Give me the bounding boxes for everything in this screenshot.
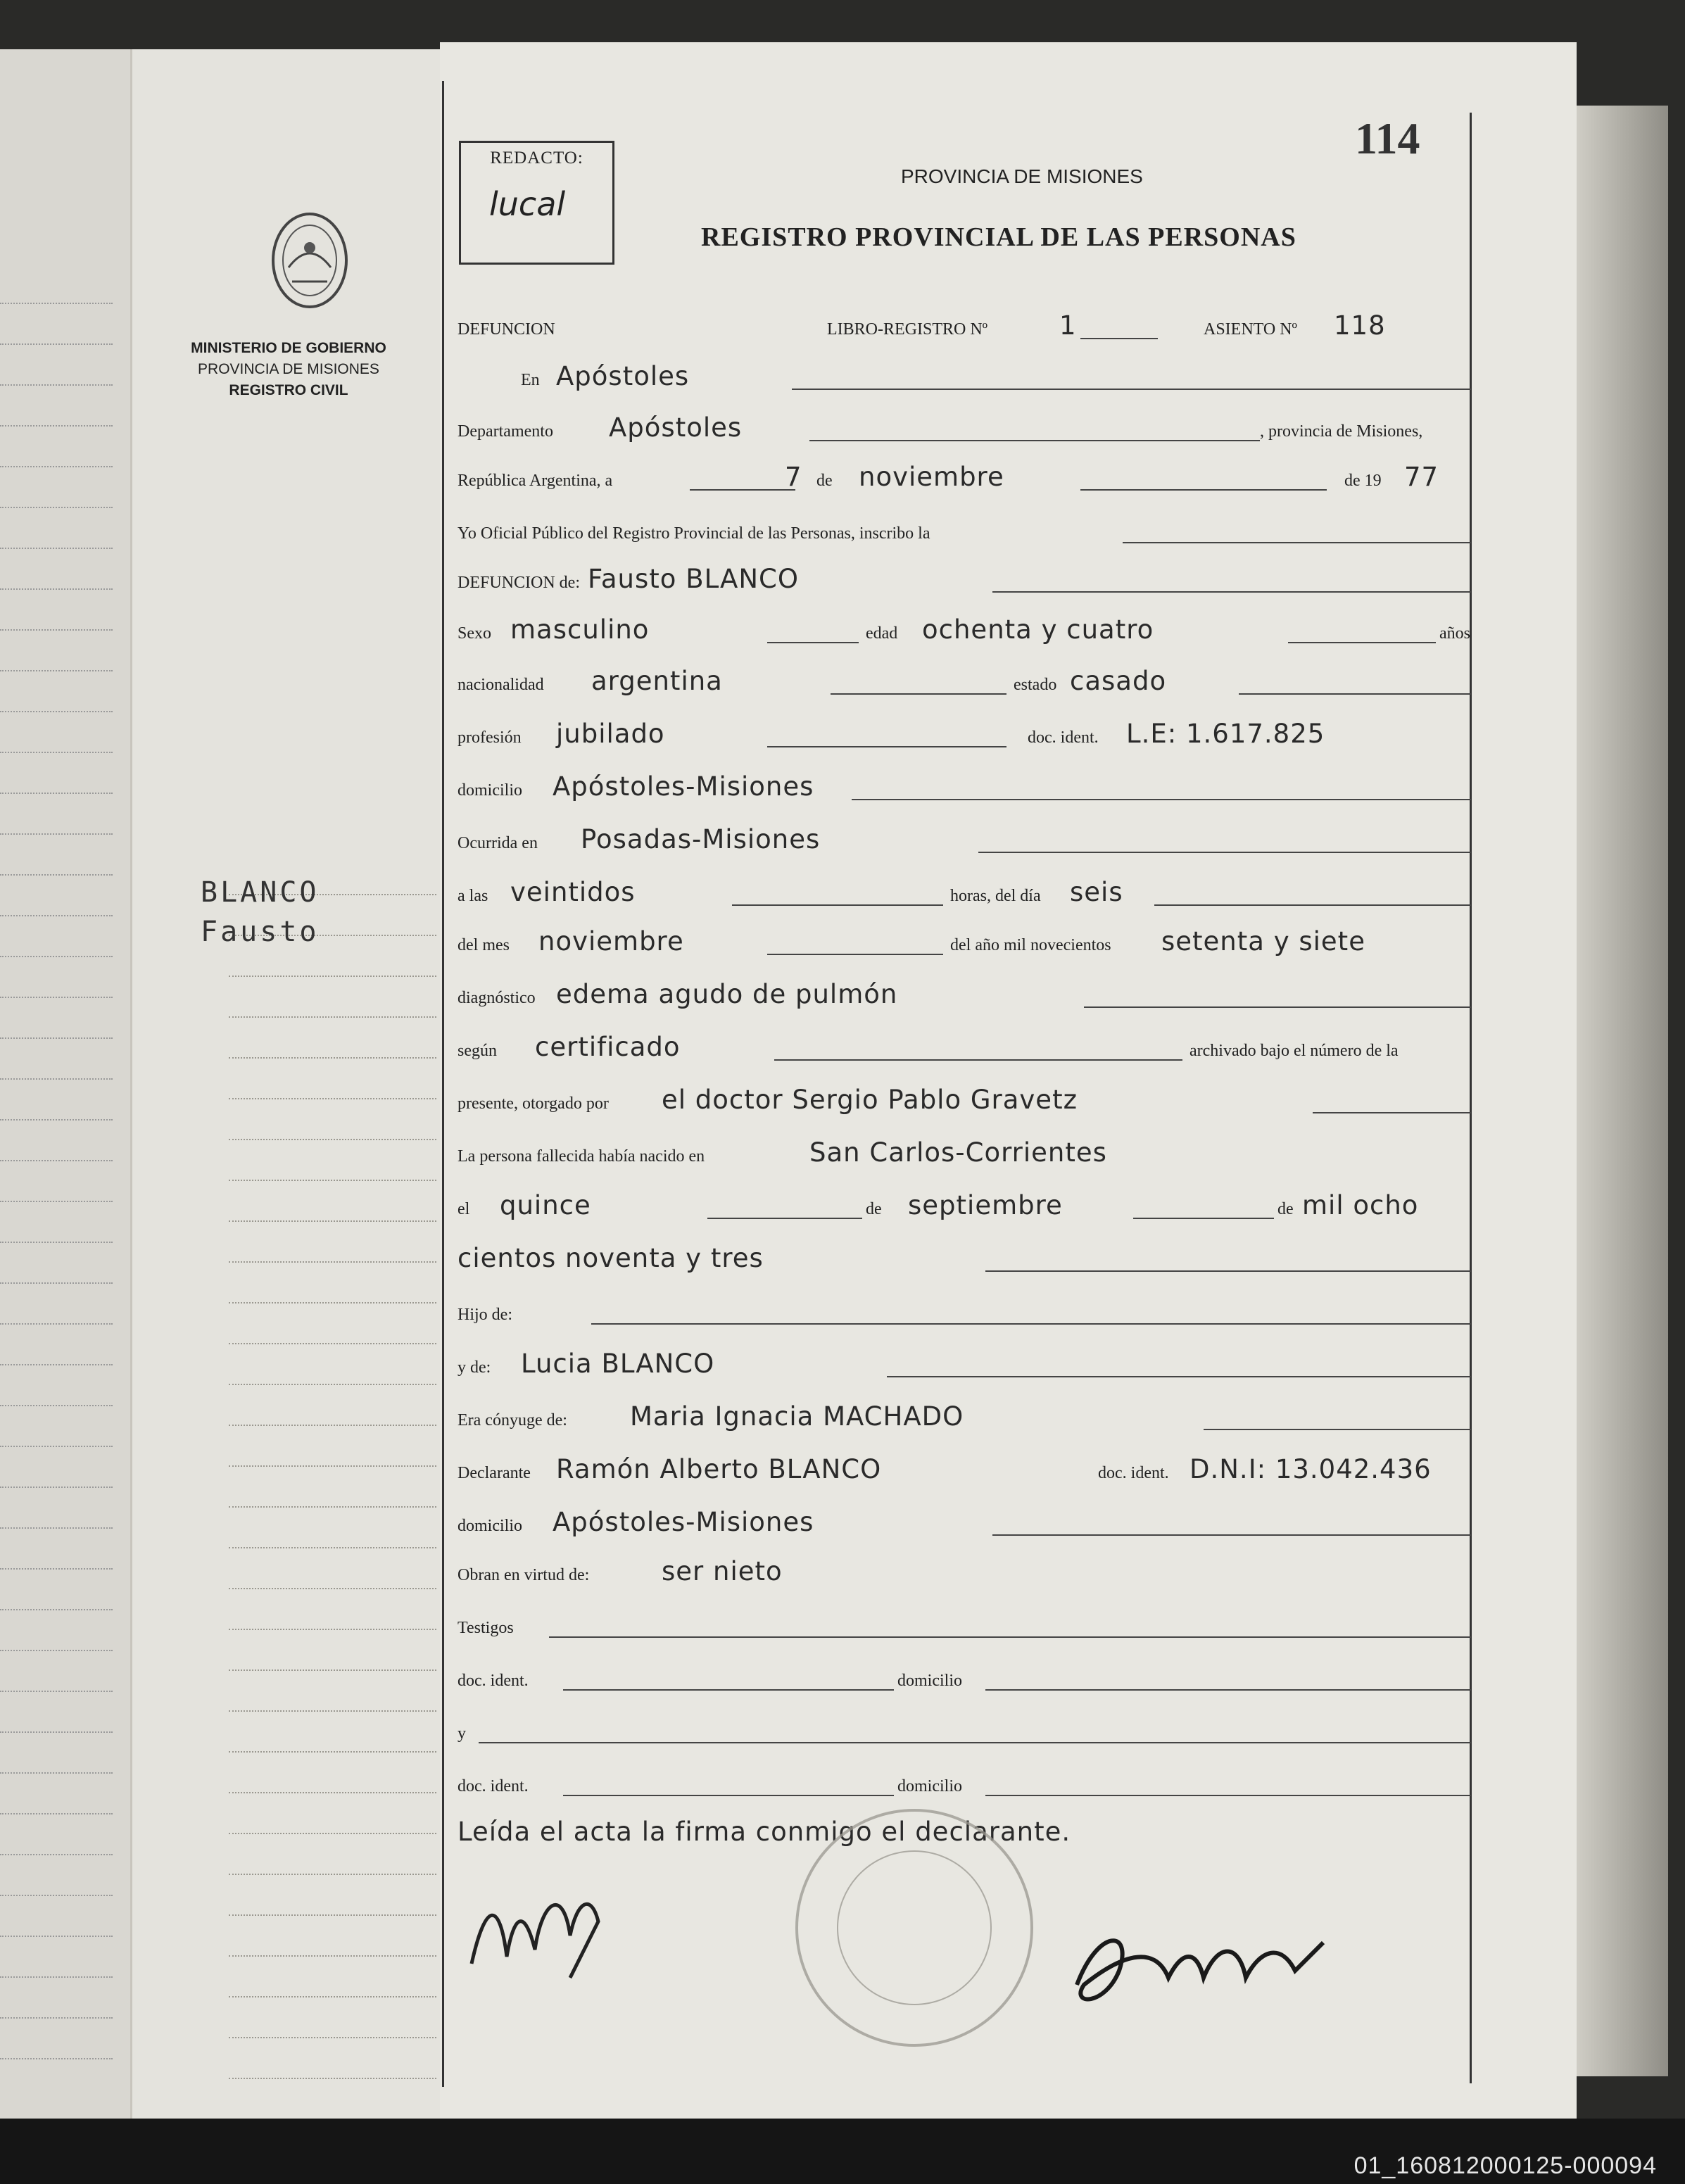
margin-ruled-line [229,1914,436,1916]
province-title: PROVINCIA DE MISIONES [901,165,1143,187]
row-a-las [457,869,1471,911]
sexo-value: masculino [510,614,650,645]
previous-page-rule [0,588,113,590]
previous-page-rule [0,1527,113,1529]
margin-ruled-line [229,1343,436,1344]
margin-ruled-line [229,2078,436,2079]
previous-page-rule [0,1160,113,1161]
registry-title: REGISTRO PROVINCIAL DE LAS PERSONAS [701,222,1296,252]
row-nacido [457,1130,1471,1172]
margin-ruled-line [229,1710,436,1712]
margin-ruled-line [229,1180,436,1181]
a-las-label: a las [457,887,488,905]
horas-label: horas, del día [950,887,1041,905]
previous-page-rule [0,1650,113,1651]
obran-value: ser nieto [662,1556,783,1586]
el-label: el [457,1200,470,1218]
closing-statement: Leída el acta la firma conmigo el declarante. [457,1817,1071,1847]
row-segun [457,1024,1471,1066]
birth-month-line [1133,1218,1274,1219]
day-line [690,489,795,491]
y-de-label: y de: [457,1358,491,1377]
a-las-value: veintidos [510,877,636,907]
row-sexo [457,607,1471,649]
row-doc1 [457,1654,1471,1696]
previous-page-edge [0,49,132,2119]
row-obran [457,1548,1471,1591]
margin-ruled-line [229,1629,436,1630]
previous-page-rule [0,1201,113,1202]
provincia-label: , provincia de Misiones, [1260,422,1423,441]
y-de-line [887,1376,1471,1377]
margin-ruled-line [229,1220,436,1222]
previous-page-rule [0,1813,113,1814]
oficial-line [1123,542,1471,543]
row-libro [457,303,1471,345]
libro-line [1080,338,1158,339]
declarant-signature [457,1858,626,1999]
diagnostico-line [1084,1006,1471,1008]
profesion-label: profesión [457,728,522,747]
edad-value: ochenta y cuatro [922,614,1154,645]
previous-page-rule [0,507,113,508]
nacido-label: La persona fallecida había nacido en [457,1147,705,1166]
declarante-dom-line [992,1534,1471,1536]
previous-page-rule [0,1731,113,1733]
margin-surname: BLANCO [201,876,320,909]
previous-page-rule [0,1242,113,1243]
row-conyuge [457,1394,1471,1436]
presente-line [1313,1112,1471,1113]
doc-label: doc. ident. [1028,728,1099,747]
previous-page-rule [0,833,113,835]
ministry-line-3: REGISTRO CIVIL [229,382,348,398]
margin-given-name: Fausto [201,916,320,948]
oficial-label: Yo Oficial Público del Registro Provincial de las Personas, inscribo la [457,524,930,543]
margin-ruled-line [229,1955,436,1957]
segun-line [774,1059,1182,1061]
row-birth-date [457,1182,1471,1225]
dia-value: seis [1070,877,1123,907]
previous-page-rule [0,1446,113,1447]
previous-page-rule [0,1323,113,1325]
testigos-line [549,1636,1471,1638]
defuncion-de-label: DEFUNCION de: [457,574,580,592]
margin-ruled-line [229,1016,436,1018]
margin-ruled-line [229,1057,436,1059]
hijo-label: Hijo de: [457,1306,512,1324]
previous-page-rule [0,1364,113,1365]
hijo-line [591,1323,1471,1325]
dom1-line [985,1689,1471,1691]
margin-ruled-line [229,1588,436,1589]
conyuge-label: Era cónyuge de: [457,1411,567,1429]
row-testigos [457,1601,1471,1643]
previous-page-rule [0,1486,113,1488]
previous-page-rule [0,425,113,427]
dom1-label: domicilio [897,1672,962,1690]
seal-inner-ring [837,1850,992,2005]
ministry-line-2: PROVINCIA DE MISIONES [198,361,379,377]
doc1-line [563,1689,894,1691]
left-frame-line [442,81,444,2087]
margin-name-note [201,873,320,952]
margin-ruled-line [229,1996,436,1997]
ocurrida-line [978,852,1471,853]
ministry-heading [155,338,422,401]
declarante-doc-label: doc. ident. [1098,1464,1169,1482]
margin-ruled-line [229,1547,436,1548]
ministry-line-1: MINISTERIO DE GOBIERNO [191,340,386,356]
libro-value: 1 [1059,310,1077,341]
en-line [792,389,1471,390]
previous-page-rule [0,1037,113,1039]
margin-ruled-line [229,2037,436,2038]
birth-month-value: septiembre [908,1190,1063,1220]
margin-ruled-line [229,1384,436,1385]
scan-file-id: 01_160812000125-000094 [1353,2152,1657,2179]
doc1-label: doc. ident. [457,1672,529,1690]
anio-value: setenta y siete [1161,926,1365,957]
year-value: 77 [1404,462,1439,492]
previous-page-rule [0,711,113,712]
edad-label: edad [866,624,898,643]
del-mes-value: noviembre [538,926,684,957]
row-doc2 [457,1760,1471,1802]
previous-page-rule [0,997,113,998]
redacto-initials: lucal [489,185,566,223]
domicilio-label: domicilio [457,781,522,800]
previous-page-rule [0,956,113,957]
row-ocurrida [457,816,1471,859]
diagnostico-label: diagnóstico [457,989,536,1007]
segun-label: según [457,1042,497,1060]
ocurrida-value: Posadas-Misiones [581,824,821,854]
margin-ruled-line [229,1874,436,1875]
libro-label: LIBRO-REGISTRO Nº [827,320,988,339]
previous-page-rule [0,915,113,916]
official-signature [1056,1900,1351,2041]
en-label: En [521,371,540,389]
y-label: y [457,1724,466,1743]
doc-value: L.E: 1.617.825 [1126,719,1325,749]
row-diagnostico [457,971,1471,1014]
previous-page-rule [0,384,113,386]
asiento-label: ASIENTO Nº [1204,320,1297,339]
conyuge-line [1204,1429,1471,1430]
y-line [479,1742,1471,1743]
previous-page-rule [0,2058,113,2059]
declarante-value: Ramón Alberto BLANCO [556,1454,882,1484]
margin-ruled-line [229,1833,436,1834]
book-binding [1577,106,1668,2076]
row-republica [457,454,1471,496]
row-declarante-domicilio [457,1499,1471,1541]
previous-page-rule [0,1976,113,1978]
previous-page-rule [0,2017,113,2019]
margin-ruled-line [229,1139,436,1140]
sexo-label: Sexo [457,624,491,643]
redacto-label: REDACTO: [490,149,583,168]
margin-ruled-line [229,1261,436,1263]
del-mes-line [767,954,943,955]
nacionalidad-label: nacionalidad [457,676,544,694]
declarante-dom-label: domicilio [457,1517,522,1535]
previous-page-rule [0,1282,113,1284]
row-hijo [457,1288,1471,1330]
de19-label: de 19 [1344,472,1382,490]
doc2-line [563,1795,894,1796]
departamento-line [809,440,1260,441]
previous-page-rule [0,1936,113,1937]
dom2-label: domicilio [897,1777,962,1795]
doc2-label: doc. ident. [457,1777,529,1795]
previous-page-rule [0,1854,113,1855]
previous-page-rule [0,670,113,671]
domicilio-line [852,799,1471,800]
testigos-label: Testigos [457,1619,514,1637]
declarante-doc-value: D.N.I: 13.042.436 [1189,1454,1432,1484]
row-oficial [457,507,1471,549]
previous-page-rule [0,343,113,345]
nacionalidad-line [831,693,1006,695]
presente-value: el doctor Sergio Pablo Gravetz [662,1085,1078,1115]
obran-label: Obran en virtud de: [457,1566,590,1584]
de2-label: de [866,1200,882,1218]
row-birth-year [457,1235,1471,1277]
previous-page-rule [0,752,113,753]
previous-page-rule [0,548,113,549]
a-las-line [732,904,943,906]
official-seal-stamp [795,1809,1033,2047]
declarante-dom-value: Apóstoles-Misiones [553,1507,814,1537]
row-presente [457,1077,1471,1119]
del-mes-label: del mes [457,936,510,954]
row-declarante [457,1446,1471,1489]
dom2-line [985,1795,1471,1796]
y-de-value: Lucia BLANCO [521,1349,715,1379]
sexo-line [767,642,859,643]
birth-year-line [985,1270,1471,1272]
departamento-label: Departamento [457,422,553,441]
defuncion-de-line [992,591,1471,593]
margin-ruled-line [229,1465,436,1467]
estado-value: casado [1070,666,1167,696]
de-label: de [816,472,833,490]
departamento-value: Apóstoles [609,412,743,443]
previous-page-rule [0,1609,113,1610]
previous-page-rule [0,1568,113,1570]
margin-ruled-line [229,1792,436,1793]
day-value: 7 [785,462,802,492]
previous-page-rule [0,1405,113,1406]
redacto-box [459,141,614,265]
row-en [457,353,1471,396]
birth-year-value-1: mil ocho [1302,1190,1419,1220]
previous-page-rule [0,1691,113,1692]
previous-page-rule [0,1078,113,1080]
presente-label: presente, otorgado por [457,1094,609,1113]
declarante-label: Declarante [457,1464,531,1482]
previous-page-rule [0,1895,113,1896]
previous-page-rule [0,629,113,631]
row-profesion [457,711,1471,753]
segun-value: certificado [535,1032,681,1062]
dia-line [1154,904,1471,906]
domicilio-value: Apóstoles-Misiones [553,771,814,802]
row-y [457,1707,1471,1749]
previous-page-rule [0,1772,113,1774]
row-domicilio [457,764,1471,806]
row-defuncion-de [457,556,1471,598]
nacionalidad-value: argentina [591,666,723,696]
margin-ruled-line [229,1506,436,1508]
row-nacionalidad [457,658,1471,700]
el-value: quince [500,1190,591,1220]
profesion-value: jubilado [556,719,665,749]
margin-ruled-line [229,976,436,977]
margin-ruled-line [229,1098,436,1099]
margin-ruled-line [229,1669,436,1671]
estado-label: estado [1014,676,1057,694]
asiento-value: 118 [1334,310,1386,341]
previous-page-rule [0,466,113,467]
record-type-label: DEFUNCION [457,320,555,339]
margin-ruled-line [229,1425,436,1426]
profesion-line [767,746,1006,747]
row-y-de [457,1341,1471,1383]
el-line [707,1218,862,1219]
defuncion-de-value: Fausto BLANCO [588,564,799,594]
previous-page-rule [0,303,113,304]
row-del-mes [457,919,1471,961]
archivado-label: archivado bajo el número de la [1189,1042,1399,1060]
estado-line [1239,693,1471,695]
month-line [1080,489,1327,491]
de3-label: de [1277,1200,1294,1218]
previous-page-rule [0,1119,113,1121]
anio-label: del año mil novecientos [950,936,1111,954]
month-value: noviembre [859,462,1004,492]
en-value: Apóstoles [556,361,690,391]
edad-line [1288,642,1436,643]
page-number: 114 [1355,113,1420,163]
conyuge-value: Maria Ignacia MACHADO [630,1401,964,1432]
previous-page-rule [0,874,113,876]
ocurrida-label: Ocurrida en [457,834,538,852]
nacido-value: San Carlos-Corrientes [809,1137,1107,1168]
diagnostico-value: edema agudo de pulmón [556,979,898,1009]
anos-label: años [1439,624,1470,643]
birth-year-value-2: cientos noventa y tres [457,1243,764,1273]
row-departamento [457,405,1471,447]
margin-ruled-line [229,1751,436,1753]
previous-page-rule [0,793,113,794]
margin-ruled-line [229,1302,436,1304]
provincial-crest-icon [260,204,359,317]
republica-label: República Argentina, a [457,472,613,490]
